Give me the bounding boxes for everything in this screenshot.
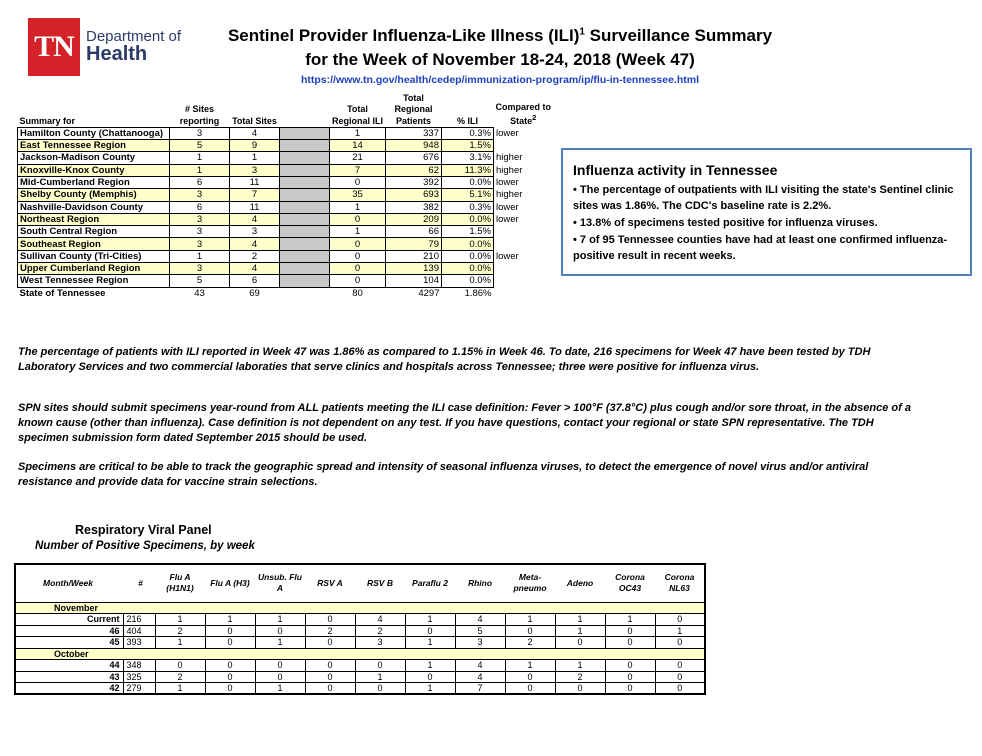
rvp-value: 1 [405, 660, 455, 672]
summary-cell-name: South Central Region [18, 226, 170, 238]
summary-cell-name: East Tennessee Region [18, 140, 170, 152]
summary-cell-name: Shelby County (Memphis) [18, 189, 170, 201]
rvp-value: 2 [155, 625, 205, 637]
rvp-value: 0 [655, 660, 705, 672]
rvp-value: 0 [555, 683, 605, 695]
summary-cell-sites: 3 [170, 127, 230, 139]
report-week: for the Week of November 18-24, 2018 (Week 47) [305, 50, 695, 69]
summary-cell-ili: 1 [330, 226, 386, 238]
summary-cell-comp [494, 263, 554, 275]
rvp-col-header: Paraflu 2 [405, 564, 455, 602]
summary-cell-ili: 0 [330, 263, 386, 275]
summary-row [18, 127, 554, 139]
rvp-value: 0 [355, 660, 405, 672]
col-total-sites: Total Sites [232, 115, 277, 126]
summary-cell-patients: 79 [386, 238, 442, 250]
rvp-col-header: Corona OC43 [605, 564, 655, 602]
rvp-value: 1 [405, 637, 455, 649]
summary-cell-total: 4 [230, 263, 280, 275]
summary-cell-name: Jackson-Madison County [18, 152, 170, 164]
rvp-value: 1 [155, 637, 205, 649]
rvp-value: 1 [255, 637, 305, 649]
summary-cell-pct: 0.0% [442, 238, 494, 250]
summary-cell-pct: 0.0% [442, 275, 494, 287]
summary-cell-comp [494, 275, 554, 287]
report-title: Sentinel Provider Influenza-Like Illness (ILI)$^1$ Surveillance Summary [227, 26, 773, 45]
summary-cell-ili: 0 [330, 250, 386, 262]
summary-cell-comp: higher [496, 189, 523, 201]
rvp-value: 4 [355, 614, 405, 626]
rvp-value: 0 [605, 625, 655, 637]
summary-gray-cell [280, 176, 330, 188]
summary-cell-sites: 5 [170, 275, 230, 287]
rvp-value: 0 [305, 683, 355, 695]
summary-cell-pct: 1.5% [442, 226, 494, 238]
rvp-count: 279 [123, 683, 155, 695]
col-regional-patients: Total Regional Patients [394, 93, 433, 126]
summary-gray-cell [280, 164, 330, 176]
summary-cell-patients: 382 [386, 201, 442, 213]
rvp-week-row [15, 625, 705, 637]
summary-row [18, 250, 554, 262]
rvp-value: 0 [305, 637, 355, 649]
summary-cell-pct: 0.0% [442, 176, 494, 188]
summary-cell-total: 11 [230, 201, 280, 213]
rvp-value: 1 [555, 660, 605, 672]
rvp-value: 1 [255, 614, 305, 626]
summary-cell-comp [494, 140, 554, 152]
rvp-col-header: Corona NL63 [655, 564, 705, 602]
summary-cell-sites: 6 [170, 201, 230, 213]
summary-cell-total: 7 [230, 189, 280, 201]
summary-cell-patients: 392 [386, 176, 442, 188]
summary-cell-total: 3 [230, 164, 280, 176]
summary-cell-patients: 210 [386, 250, 442, 262]
rvp-value: 0 [255, 625, 305, 637]
ili-summary-paragraph: The percentage of patients with ILI reported in Week 47 was 1.86% as compared to 1.15% in Week 46. To date, 216 specimens for Week 47 have been tested by TDH Laboratory Services and two commercial laboraties that serve clinics and hospitals across Tennessee; three were positive for influenza virus. [18, 346, 871, 373]
rvp-col-header: Flu A (H1N1) [155, 564, 205, 602]
summary-row [18, 238, 554, 250]
rvp-value: 1 [355, 671, 405, 683]
state-total-row: State of Tennessee 43 69 80 4297 1.86% [19, 288, 492, 299]
rvp-week-label: 46 [15, 625, 123, 637]
panel-subtitle: Number of Positive Specimens, by week [35, 540, 255, 552]
summary-cell-patients: 337 [386, 127, 442, 139]
activity-heading: Influenza activity in Tennessee [573, 162, 778, 178]
rvp-value: 2 [505, 637, 555, 649]
summary-cell-comp: higher [496, 164, 523, 176]
rvp-col-header: RSV B [355, 564, 405, 602]
summary-cell-sites: 3 [170, 226, 230, 238]
summary-gray-cell [280, 152, 330, 164]
summary-cell-patients: 62 [386, 164, 442, 176]
summary-cell-comp: lower [496, 250, 519, 262]
rvp-value: 0 [405, 671, 455, 683]
rvp-count: 393 [123, 637, 155, 649]
summary-cell-patients: 104 [386, 275, 442, 287]
rvp-week-label: 42 [15, 683, 123, 695]
rvp-value: 1 [155, 683, 205, 695]
summary-cell-patients: 209 [386, 213, 442, 225]
summary-cell-total: 9 [230, 140, 280, 152]
summary-cell-patients: 948 [386, 140, 442, 152]
summary-gray-cell [280, 201, 330, 213]
rvp-value: 4 [455, 614, 505, 626]
rvp-count: 216 [123, 614, 155, 626]
summary-cell-sites: 3 [170, 213, 230, 225]
rvp-count: 404 [123, 625, 155, 637]
summary-gray-cell [280, 189, 330, 201]
summary-cell-ili: 14 [330, 140, 386, 152]
rvp-value: 0 [655, 614, 705, 626]
rvp-value: 0 [305, 660, 355, 672]
rvp-value: 2 [355, 625, 405, 637]
rvp-value: 1 [555, 614, 605, 626]
summary-gray-cell [280, 250, 330, 262]
rvp-value: 0 [605, 660, 655, 672]
summary-cell-name: Northeast Region [18, 213, 170, 225]
summary-cell-sites: 1 [170, 164, 230, 176]
report-url-link[interactable]: https://www.tn.gov/health/cedep/immunization-program/ip/flu-in-tennessee.html [300, 74, 700, 86]
rvp-count: 348 [123, 660, 155, 672]
summary-cell-sites: 6 [170, 176, 230, 188]
summary-cell-comp: lower [496, 127, 519, 139]
summary-gray-cell [280, 275, 330, 287]
rvp-col-header: Month/Week [15, 564, 123, 602]
rvp-col-header: Rhino [455, 564, 505, 602]
rvp-count: 325 [123, 671, 155, 683]
rvp-col-header: Adeno [555, 564, 605, 602]
rvp-value: 0 [605, 637, 655, 649]
summary-cell-ili: 1 [330, 127, 386, 139]
rvp-value: 0 [655, 637, 705, 649]
summary-cell-sites: 5 [170, 140, 230, 152]
rvp-value: 4 [455, 671, 505, 683]
rvp-value: 3 [455, 637, 505, 649]
rvp-week-label: Current [15, 614, 123, 626]
rvp-value: 1 [155, 614, 205, 626]
summary-cell-total: 1 [230, 152, 280, 164]
summary-cell-total: 4 [230, 238, 280, 250]
summary-cell-ili: 0 [330, 238, 386, 250]
rvp-value: 0 [255, 671, 305, 683]
summary-cell-name: Sullivan County (Tri-Cities) [18, 250, 170, 262]
summary-gray-cell [280, 127, 330, 139]
summary-cell-pct: 1.5% [442, 140, 494, 152]
summary-cell-patients: 676 [386, 152, 442, 164]
summary-cell-pct: 3.1% [442, 152, 494, 164]
col-summary-for: Summary for [19, 115, 76, 126]
summary-cell-name: Nashville-Davidson County [18, 201, 170, 213]
summary-cell-ili: 21 [330, 152, 386, 164]
rvp-value: 0 [355, 683, 405, 695]
summary-row [18, 152, 554, 164]
summary-cell-name: Mid-Cumberland Region [18, 176, 170, 188]
summary-row [18, 275, 554, 287]
specimens-paragraph: Specimens are critical to be able to track the geographic spread and intensity of seasonal influenza viruses, to detect the emergence of novel virus and/or antiviral resistance and provide data for vaccine strain selections. [18, 461, 869, 488]
logo-line2: Health [86, 43, 148, 66]
summary-cell-name: Upper Cumberland Region [18, 263, 170, 275]
summary-cell-sites: 1 [170, 250, 230, 262]
rvp-value: 0 [655, 683, 705, 695]
rvp-value: 0 [305, 671, 355, 683]
rvp-value: 2 [305, 625, 355, 637]
summary-cell-sites: 1 [170, 152, 230, 164]
summary-cell-name: Knoxville-Knox County [18, 164, 170, 176]
rvp-col-header: Meta-pneumo [505, 564, 555, 602]
summary-cell-total: 4 [230, 213, 280, 225]
activity-item: • 13.8% of specimens tested positive for influenza viruses. [573, 217, 878, 229]
summary-gray-cell [280, 263, 330, 275]
rvp-value: 1 [505, 660, 555, 672]
summary-cell-name: Southeast Region [18, 238, 170, 250]
summary-cell-name: West Tennessee Region [18, 275, 170, 287]
rvp-week-row [15, 614, 705, 626]
rvp-value: 2 [555, 671, 605, 683]
summary-cell-pct: 5.1% [442, 189, 494, 201]
rvp-value: 1 [205, 614, 255, 626]
summary-cell-total: 3 [230, 226, 280, 238]
rvp-value: 0 [205, 671, 255, 683]
summary-row [18, 226, 554, 238]
logo-line1: Department of [86, 27, 182, 45]
summary-cell-ili: 1 [330, 201, 386, 213]
summary-row [18, 176, 554, 188]
summary-gray-cell [280, 213, 330, 225]
rvp-month-row [15, 602, 705, 614]
summary-cell-total: 4 [230, 127, 280, 139]
rvp-value: 1 [555, 625, 605, 637]
summary-gray-cell [280, 140, 330, 152]
rvp-week-label: 43 [15, 671, 123, 683]
rvp-week-row [15, 683, 705, 695]
summary-table [17, 93, 554, 299]
rvp-week-row [15, 660, 705, 672]
summary-cell-comp: lower [496, 201, 519, 213]
summary-cell-comp: higher [496, 152, 523, 164]
summary-cell-total: 2 [230, 250, 280, 262]
rvp-value: 0 [405, 625, 455, 637]
summary-cell-pct: 0.0% [442, 263, 494, 275]
summary-cell-sites: 3 [170, 189, 230, 201]
summary-row [18, 189, 554, 201]
rvp-value: 0 [555, 637, 605, 649]
summary-cell-ili: 0 [330, 275, 386, 287]
summary-cell-pct: 11.3% [442, 164, 494, 176]
rvp-value: 3 [355, 637, 405, 649]
summary-cell-comp: lower [496, 177, 519, 189]
rvp-month-row [15, 648, 705, 660]
rvp-month-label: November [15, 602, 123, 614]
respiratory-viral-panel-table [14, 563, 706, 695]
rvp-value: 0 [505, 671, 555, 683]
col-sites-reporting: # Sites reporting [179, 104, 220, 126]
rvp-value: 2 [155, 671, 205, 683]
rvp-value: 0 [205, 625, 255, 637]
activity-item: • The percentage of outpatients with ILI visiting the state's Sentinel clinic sites was 1.86%. The CDC's baseline rate is 2.2%. [573, 184, 954, 212]
panel-title: Respiratory Viral Panel [75, 523, 212, 537]
summary-row [18, 140, 554, 152]
summary-cell-ili: 7 [330, 164, 386, 176]
activity-item: • 7 of 95 Tennessee counties have had at least one confirmed influenza-positive result in recent weeks. [573, 234, 948, 262]
summary-cell-patients: 66 [386, 226, 442, 238]
rvp-value: 0 [205, 683, 255, 695]
col-pct-ili: % ILI [456, 115, 478, 126]
summary-cell-comp [494, 238, 554, 250]
summary-row [18, 213, 554, 225]
summary-cell-ili: 35 [330, 189, 386, 201]
rvp-value: 7 [455, 683, 505, 695]
rvp-value: 0 [605, 683, 655, 695]
rvp-value: 0 [655, 671, 705, 683]
rvp-value: 0 [155, 660, 205, 672]
rvp-col-header: # [123, 564, 155, 602]
tn-logo-mark: TN [28, 18, 80, 76]
rvp-value: 0 [305, 614, 355, 626]
summary-cell-patients: 139 [386, 263, 442, 275]
summary-cell-comp: lower [496, 213, 519, 225]
rvp-value: 1 [405, 683, 455, 695]
summary-cell-pct: 0.0% [442, 250, 494, 262]
summary-cell-total: 6 [230, 275, 280, 287]
summary-row [18, 164, 554, 176]
rvp-value: 0 [505, 625, 555, 637]
summary-cell-total: 11 [230, 176, 280, 188]
col-regional-ili: Total Regional ILI [331, 104, 383, 126]
rvp-value: 5 [455, 625, 505, 637]
rvp-month-label: October [15, 648, 123, 660]
rvp-value: 0 [205, 660, 255, 672]
tdh-logo [28, 18, 181, 76]
summary-cell-ili: 0 [330, 213, 386, 225]
rvp-col-header: Unsub. Flu A [255, 564, 305, 602]
summary-cell-comp [494, 226, 554, 238]
rvp-week-row [15, 637, 705, 649]
col-compared: Compared to State$^2$ [495, 101, 552, 126]
summary-cell-sites: 3 [170, 238, 230, 250]
summary-cell-patients: 693 [386, 189, 442, 201]
rvp-value: 1 [405, 614, 455, 626]
summary-gray-cell [280, 226, 330, 238]
summary-row [18, 201, 554, 213]
rvp-value: 0 [605, 671, 655, 683]
summary-gray-cell [280, 238, 330, 250]
summary-cell-pct: 0.3% [442, 201, 494, 213]
rvp-value: 1 [605, 614, 655, 626]
influenza-activity-box [561, 148, 972, 276]
summary-cell-name: Hamilton County (Chattanooga) [18, 127, 170, 139]
rvp-week-label: 44 [15, 660, 123, 672]
summary-cell-ili: 0 [330, 176, 386, 188]
rvp-week-label: 45 [15, 637, 123, 649]
rvp-value: 0 [505, 683, 555, 695]
rvp-value: 0 [205, 637, 255, 649]
summary-cell-pct: 0.0% [442, 213, 494, 225]
rvp-value: 4 [455, 660, 505, 672]
summary-row [18, 263, 554, 275]
rvp-value: 1 [255, 683, 305, 695]
rvp-col-header: RSV A [305, 564, 355, 602]
rvp-value: 0 [255, 660, 305, 672]
rvp-value: 1 [505, 614, 555, 626]
rvp-col-header: Flu A (H3) [205, 564, 255, 602]
summary-cell-sites: 3 [170, 263, 230, 275]
summary-cell-pct: 0.3% [442, 127, 494, 139]
spn-instructions-paragraph: SPN sites should submit specimens year-round from ALL patients meeting the ILI case definition: Fever > 100°F (37.8°C) plus cough and/or sore throat, in the absence of a known cause (other than influenza). Case definition is not dependent on any test. If you have questions, contact your regional or state SPN representative. The TDH specimen submission form dated September 2015 should be used. [18, 402, 911, 444]
rvp-value: 1 [655, 625, 705, 637]
rvp-week-row [15, 671, 705, 683]
